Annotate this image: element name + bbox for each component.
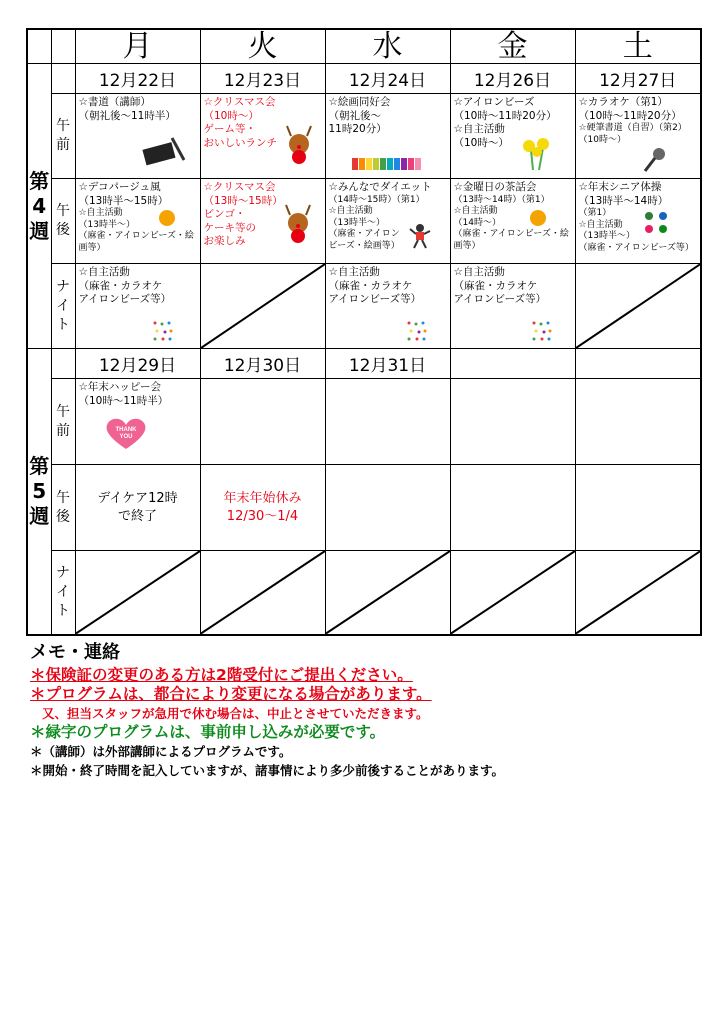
- week-4-label: 第 4 週: [27, 64, 51, 349]
- card-suits-icon: [642, 209, 670, 235]
- memo-line: ＊保険証の変更のある方は2階受付にご提出ください。: [30, 666, 413, 684]
- memo-line: ＊プログラムは、都合により変更になる場合があります。: [30, 685, 432, 703]
- event-line: ☆自主活動: [453, 123, 505, 135]
- event-line: ビンゴ・: [203, 208, 246, 220]
- event-line: お楽しみ: [203, 235, 246, 247]
- event-line: （13時半～）: [578, 231, 635, 241]
- schedule-table: [26, 28, 702, 636]
- svg-text:THANK: THANK: [115, 427, 136, 433]
- event-line: （13時半～）: [328, 217, 385, 228]
- event-line: アイロンビーズ等）: [328, 293, 422, 305]
- event-cell: [75, 379, 200, 465]
- event-line: （14時～）: [453, 217, 501, 228]
- day-header-sat: 土: [575, 29, 701, 64]
- event-cell: [75, 264, 200, 349]
- holiday-note: 年末年始休み 12/30～1/4: [200, 465, 325, 551]
- memo-line: 又、担当スタッフが急用で休む場合は、中止とさせていただきます。: [42, 706, 429, 721]
- microphone-icon: [640, 146, 668, 174]
- empty-cell: [325, 551, 450, 635]
- memo-line: ＊緑字のプログラムは、事前申し込みが必要です。: [30, 723, 386, 741]
- event-cell: [575, 179, 701, 264]
- slot-pm: 午 後: [51, 179, 75, 264]
- empty-cell: [325, 465, 450, 551]
- event-line: ゲーム等・: [203, 123, 256, 135]
- slot-night: ナ イ ト: [51, 264, 75, 349]
- date-cell: 12月22日: [75, 64, 200, 94]
- slot-am: 午 前: [51, 94, 75, 179]
- empty-cell: [575, 379, 701, 465]
- date-cell: [450, 349, 575, 379]
- event-line: おいしいランチ: [203, 136, 277, 149]
- date-row-blank: [51, 64, 75, 94]
- event-line: （13時～14時）（第1）: [453, 194, 550, 205]
- event-line: （13時～15時）: [203, 194, 283, 207]
- diagonal-line: [576, 551, 701, 634]
- slot-night: ナ イ ト: [51, 551, 75, 635]
- event-line: ☆絵画同好会: [328, 96, 391, 108]
- empty-cell: [450, 379, 575, 465]
- event-line: ☆金曜日の茶話会: [453, 181, 537, 193]
- date-cell: 12月31日: [325, 349, 450, 379]
- corner-cell: [51, 29, 75, 64]
- event-line: （第1）: [578, 208, 612, 218]
- event-cell: [325, 179, 450, 264]
- event-line: ☆クリスマス会: [203, 96, 276, 108]
- event-cell: [325, 264, 450, 349]
- empty-cell: [450, 551, 575, 635]
- diagonal-line: [76, 551, 200, 634]
- heart-thank-you-icon: [104, 417, 148, 451]
- confetti-icon: [152, 320, 174, 342]
- event-line: （13時半～15時）: [78, 194, 169, 207]
- date-cell: 12月30日: [200, 349, 325, 379]
- day-header-wed: 水: [325, 29, 450, 64]
- date-cell: 12月27日: [575, 64, 701, 94]
- orange-ball-icon: [158, 209, 176, 227]
- empty-cell: [75, 551, 200, 635]
- confetti-icon: [531, 320, 553, 342]
- week-5-label: 第 5 週: [27, 349, 51, 635]
- event-line: ケーキ等の: [203, 221, 256, 234]
- event-line: （13時半～14時）: [578, 194, 669, 207]
- daycare-end-note: デイケア12時 で終了: [75, 465, 200, 551]
- confetti-icon: [406, 320, 428, 342]
- calligraphy-icon: [138, 132, 188, 168]
- event-cell: [450, 179, 575, 264]
- event-line: ☆自主活動: [328, 206, 373, 216]
- event-line: （14時～15時）（第1）: [328, 194, 425, 205]
- memo-line: ＊（講師）は外部講師によるプログラムです。: [30, 744, 292, 759]
- event-line: ☆自主活動: [328, 266, 380, 278]
- diagonal-line: [326, 551, 450, 634]
- event-line: ☆硬筆書道（自習）（第2）: [578, 123, 687, 133]
- memo-title: メモ・連絡: [30, 642, 120, 663]
- event-line: 画等）: [453, 240, 481, 251]
- diagonal-line: [451, 551, 575, 634]
- memo-line: ＊開始・終了時間を記入していますが、諸事情により多少前後することがあります。: [30, 763, 505, 778]
- event-line: ☆アイロンビーズ: [453, 96, 535, 108]
- event-line: ☆カラオケ（第1）: [578, 96, 668, 108]
- empty-cell: [200, 379, 325, 465]
- event-line: ☆自主活動: [453, 206, 498, 216]
- event-line: ☆年末シニア体操: [578, 181, 662, 193]
- day-header-tue: 火: [200, 29, 325, 64]
- day-header-mon: 月: [75, 29, 200, 64]
- event-line: （麻雀・アイロン: [328, 229, 400, 239]
- event-line: （10時～）: [203, 109, 259, 122]
- event-line: ☆自主活動: [78, 208, 123, 218]
- memo-section: [30, 638, 710, 780]
- orange-ball-icon: [529, 209, 547, 227]
- event-line: ☆年末ハッピー会: [78, 381, 161, 393]
- event-cell: [450, 264, 575, 349]
- date-cell: 12月26日: [450, 64, 575, 94]
- reindeer-icon: [283, 124, 315, 164]
- empty-cell: [450, 465, 575, 551]
- reindeer-icon: [281, 203, 315, 243]
- event-line: ☆書道（講師）: [78, 96, 151, 108]
- event-line: （10時～11時20分）: [578, 109, 682, 122]
- flower-icon: [519, 136, 553, 172]
- corner-cell: [27, 29, 51, 64]
- date-cell: 12月24日: [325, 64, 450, 94]
- event-line: アイロンビーズ等）: [453, 293, 547, 305]
- empty-cell: [575, 551, 701, 635]
- event-line: （麻雀・カラオケ: [78, 279, 163, 292]
- slot-am: 午 前: [51, 379, 75, 465]
- svg-text:YOU: YOU: [118, 434, 133, 440]
- event-line: ☆デコパージュ風: [78, 181, 161, 193]
- event-line: （10時～）: [453, 136, 509, 149]
- date-cell: 12月23日: [200, 64, 325, 94]
- date-cell: [575, 349, 701, 379]
- event-cell: [325, 94, 450, 179]
- event-cell: [200, 94, 325, 179]
- exercising-person-icon: [408, 223, 432, 249]
- event-line: （麻雀・カラオケ: [328, 279, 413, 292]
- event-line: （麻雀・アイロンビーズ等）: [578, 242, 694, 253]
- event-line: （10時～11時20分）: [453, 109, 557, 122]
- empty-cell: [200, 551, 325, 635]
- event-line: （麻雀・アイロンビーズ・絵画等）: [78, 231, 194, 253]
- event-line: （10時～）: [578, 134, 626, 145]
- event-line: （麻雀・カラオケ: [453, 279, 538, 292]
- event-line: ☆自主活動: [578, 219, 623, 230]
- event-cell: [450, 94, 575, 179]
- event-line: （麻雀・アイロンビーズ・絵: [453, 229, 569, 239]
- event-line: （10時～11時半）: [78, 394, 169, 407]
- day-header-fri: 金: [450, 29, 575, 64]
- empty-cell: [200, 264, 325, 349]
- colored-pencils-icon: [352, 156, 426, 172]
- date-cell: 12月29日: [75, 349, 200, 379]
- event-cell: [75, 179, 200, 264]
- event-cell: [575, 94, 701, 179]
- date-row-blank: [51, 349, 75, 379]
- diagonal-line: [201, 551, 325, 634]
- event-line: ☆みんなでダイエット: [328, 181, 432, 193]
- event-line: （13時半～）: [78, 219, 135, 230]
- empty-cell: [325, 379, 450, 465]
- event-line: 11時20分）: [328, 123, 387, 135]
- empty-cell: [575, 465, 701, 551]
- event-line: ビーズ・絵画等）: [328, 240, 400, 251]
- event-cell: [75, 94, 200, 179]
- event-line: ☆自主活動: [78, 266, 130, 278]
- diagonal-line: [576, 264, 701, 348]
- event-line: ☆クリスマス会: [203, 181, 276, 193]
- slot-pm: 午 後: [51, 465, 75, 551]
- event-line: （朝礼後～11時半）: [78, 109, 176, 122]
- event-cell: [200, 179, 325, 264]
- event-line: ☆自主活動: [453, 266, 505, 278]
- empty-cell: [575, 264, 701, 349]
- event-line: （朝礼後～: [328, 109, 381, 122]
- event-line: アイロンビーズ等）: [78, 293, 172, 305]
- diagonal-line: [201, 264, 325, 348]
